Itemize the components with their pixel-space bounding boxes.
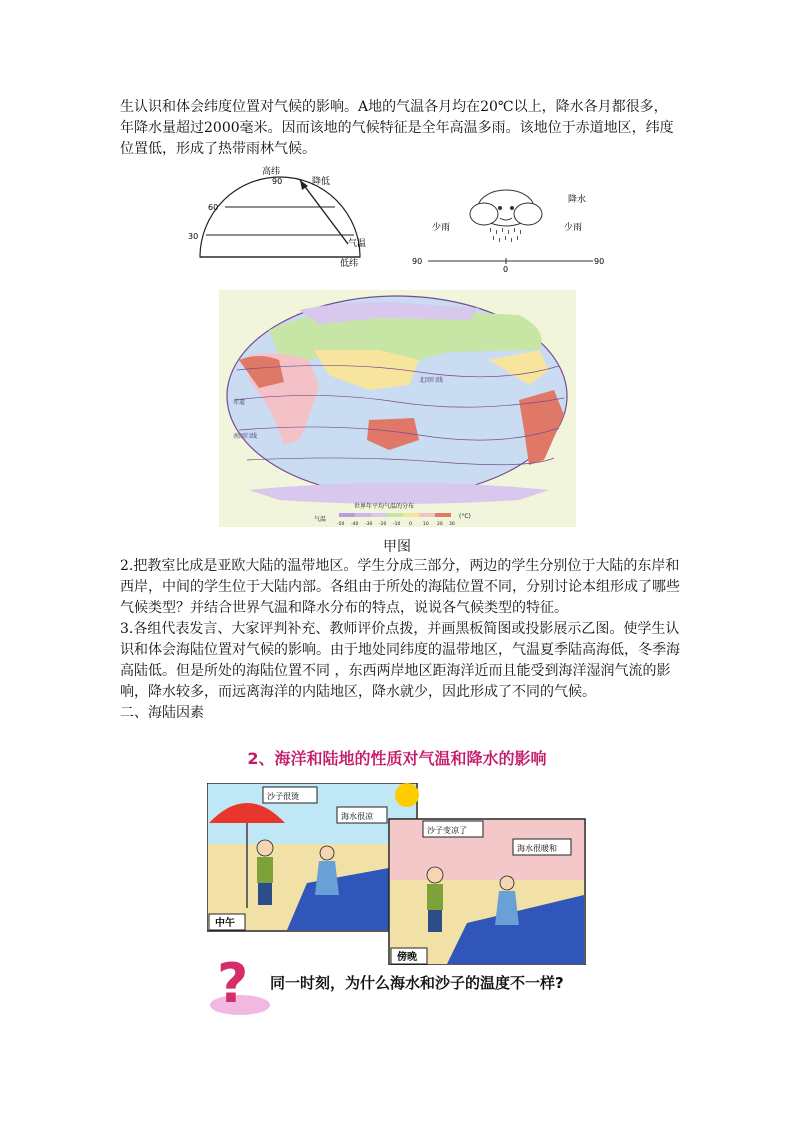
figure-caption: 甲图 — [383, 539, 411, 555]
sea-sand-cartoon — [207, 783, 587, 965]
question-mark-icon — [205, 950, 275, 1020]
label-high-lat: 高纬 — [262, 167, 281, 177]
noon-bubble-sea: 海水很凉 — [341, 812, 373, 821]
label-30: 30 — [188, 232, 199, 241]
axis-mid-0: 0 — [503, 265, 509, 273]
legend-value: -30 — [365, 522, 373, 527]
label-tropic-south: 南回归线 — [233, 433, 258, 440]
girl-figure — [500, 876, 514, 890]
evening-bubble-sand: 沙子变凉了 — [427, 826, 467, 835]
paragraph-group-discussion: 3.各组代表发言、大家评判补充、教师评价点拨，并画黑板简图或投影展示乙图。使学生认识和体会海陆位置对气候的影响。由于地处同纬度的温带地区，气温夏季陆高海低，冬季海高陆低。但是所处的海陆位置不同 ，东西两岸地区距海洋近而且能受到海洋湿润气流的影响，降水较多，而远离海洋的内陆地区，降水就少，因此形成了不同的气候。 — [120, 621, 680, 700]
label-precip: 降水 — [568, 195, 587, 205]
label-60: 60 — [208, 203, 219, 212]
boy-figure — [427, 867, 443, 883]
antarctic-cold — [249, 483, 549, 505]
legend-value: 10 — [423, 522, 429, 527]
section-title: 2、海洋和陆地的性质对气温和降水的影响 — [247, 749, 547, 768]
legend-value: -50 — [337, 522, 345, 527]
evening-panel — [389, 819, 585, 965]
label-90: 90 — [272, 177, 283, 186]
legend-unit: (°C) — [459, 513, 471, 520]
girl-figure — [320, 846, 334, 860]
axis-left-90: 90 — [412, 257, 423, 266]
map-legend — [314, 513, 471, 527]
axis-right-90: 90 — [594, 257, 605, 266]
noon-bubble-sand: 沙子很烫 — [267, 792, 299, 801]
legend-value: 20 — [437, 522, 443, 527]
question-text: 同一时刻，为什么海水和沙子的温度不一样? — [270, 974, 564, 992]
rain-cloud-icon — [470, 190, 542, 242]
label-less-right: 少雨 — [564, 223, 583, 233]
legend-value: -20 — [379, 522, 387, 527]
label-less-left: 少雨 — [432, 223, 451, 233]
sun-icon — [395, 783, 419, 807]
evening-bubble-sea: 海水很暖和 — [517, 844, 557, 853]
evening-label: 傍晚 — [397, 952, 417, 963]
label-decrease: 降低 — [312, 177, 331, 187]
latitude-diagram — [180, 162, 380, 270]
hemisphere-outline — [200, 177, 360, 257]
noon-label: 中午 — [215, 918, 235, 929]
noon-panel — [207, 783, 419, 931]
precipitation-diagram — [408, 178, 608, 273]
legend-label: 气温 — [314, 516, 327, 523]
label-equator: 赤道 — [233, 399, 246, 406]
legend-value: -10 — [393, 522, 401, 527]
label-temp: 气温 — [348, 239, 367, 249]
map-title: 世界年平均气温的分布 — [353, 503, 415, 510]
boy-figure — [257, 840, 273, 856]
legend-value: 0 — [409, 522, 412, 527]
world-temperature-map — [219, 290, 576, 527]
paragraph-classroom-activity: 2.把教室比成是亚欧大陆的温带地区。学生分成三部分，两边的学生分别位于大陆的东岸和西岸，中间的学生位于大陆内部。各组由于所处的海陆位置不同，分别讨论本组形成了哪些气候类型？并结合世界气温和降水分布的特点，说说各气候类型的特征。 — [120, 558, 680, 616]
legend-value: 30 — [449, 522, 455, 527]
svg-text:?: ? — [217, 952, 249, 1015]
legend-value: -40 — [351, 522, 359, 527]
section-heading-land-sea: 二、海陆因素 — [120, 705, 204, 721]
paragraph-latitude-intro: 生认识和体会纬度位置对气候的影响。A地的气温各月均在20℃以上，降水各月都很多，年降水量超过2000毫米。因而该地的气候特征是全年高温多雨。该地位于赤道地区，纬度位置低，形成了热带雨林气候。 — [120, 99, 674, 157]
label-low-lat: 低纬 — [340, 259, 359, 269]
label-tropic-north: 北回归线 — [419, 377, 444, 384]
